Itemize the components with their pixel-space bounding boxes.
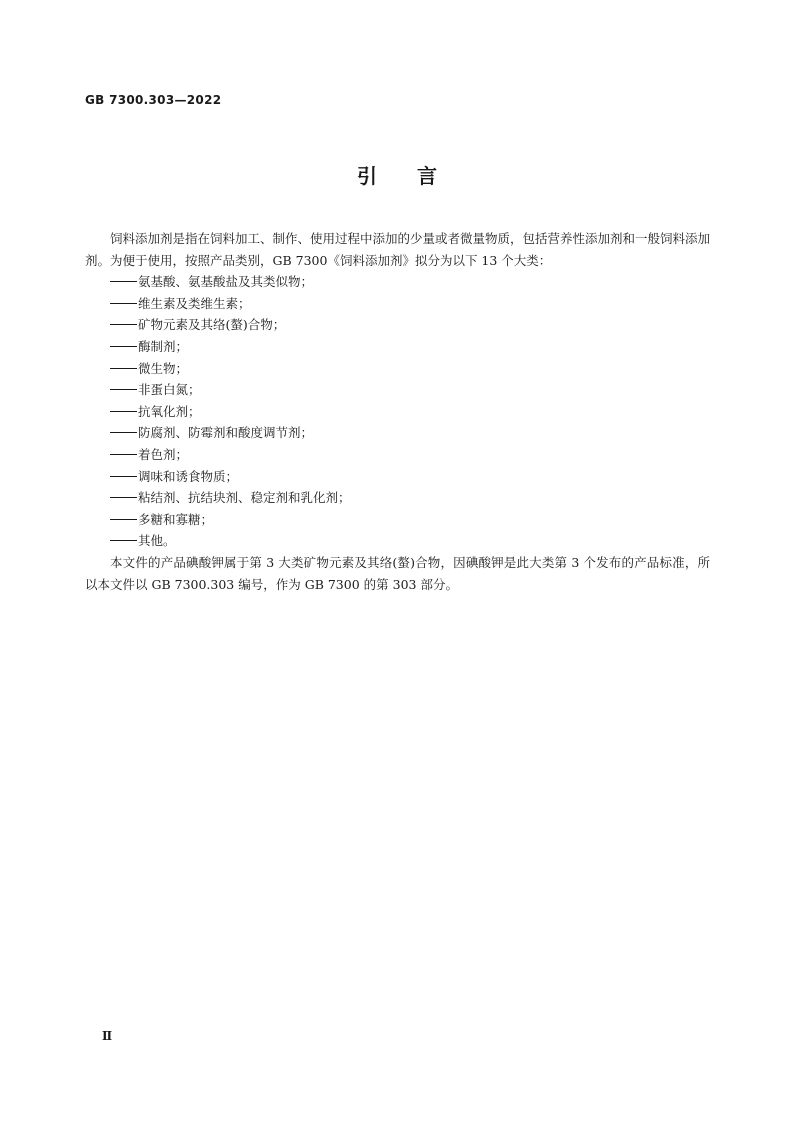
list-item-text: 微生物； (138, 360, 189, 376)
category-list (85, 271, 710, 552)
list-item-text: 防腐剂、防霉剂和酸度调节剂； (138, 425, 314, 441)
closing-paragraph: 本文件的产品碘酸钾属于第 3 大类矿物元素及其络(螯)合物，因碘酸钾是此大类第 3 个发布的产品标准，所以本文件以 GB 7300.303 编号，作为 GB 7300 的第 303 部分。 (85, 554, 710, 592)
document-body (85, 228, 710, 595)
list-item-text: 其他。 (138, 533, 176, 549)
list-item (85, 401, 710, 423)
list-item (85, 293, 710, 315)
dash-mark (110, 540, 137, 541)
list-item-text: 维生素及类维生素； (138, 295, 251, 311)
list-item-text: 矿物元素及其络(螯)合物； (138, 317, 286, 333)
page-number: Ⅱ (102, 1029, 113, 1043)
list-item (85, 379, 710, 401)
list-item (85, 314, 710, 336)
list-item (85, 358, 710, 380)
list-item-text: 酶制剂； (138, 338, 189, 354)
dash-mark (110, 497, 137, 498)
document-code: GB 7300.303—2022 (85, 93, 222, 107)
list-item (85, 444, 710, 466)
list-item (85, 466, 710, 488)
intro-paragraph: 饲料添加剂是指在饲料加工、制作、使用过程中添加的少量或者微量物质，包括营养性添加剂和一般饲料添加剂。为便于使用，按照产品类别，GB 7300《饲料添加剂》拟分为以下 13 个大类： (85, 231, 711, 268)
list-item (85, 509, 710, 531)
list-item-text: 抗氧化剂； (138, 403, 201, 419)
dash-mark (110, 476, 137, 477)
list-item-text: 调味和诱食物质； (138, 468, 239, 484)
list-item-text: 氨基酸、氨基酸盐及其类似物； (138, 274, 314, 290)
dash-mark (110, 432, 137, 433)
list-item-text: 粘结剂、抗结块剂、稳定剂和乳化剂； (138, 490, 351, 506)
list-item-text: 非蛋白氮； (138, 382, 201, 398)
list-item-text: 多糖和寡糖； (138, 511, 214, 527)
dash-mark (110, 346, 137, 347)
list-item (85, 271, 710, 293)
list-item-text: 着色剂； (138, 446, 189, 462)
dash-mark (110, 454, 137, 455)
dash-mark (110, 324, 137, 325)
dash-mark (110, 519, 137, 520)
list-item (85, 422, 710, 444)
dash-mark (110, 281, 137, 282)
dash-mark (110, 389, 137, 390)
dash-mark (110, 368, 137, 369)
list-item (85, 487, 710, 509)
list-item (85, 336, 710, 358)
dash-mark (110, 303, 137, 304)
list-item (85, 530, 710, 552)
dash-mark (110, 411, 137, 412)
page-title: 引言 (357, 164, 477, 188)
